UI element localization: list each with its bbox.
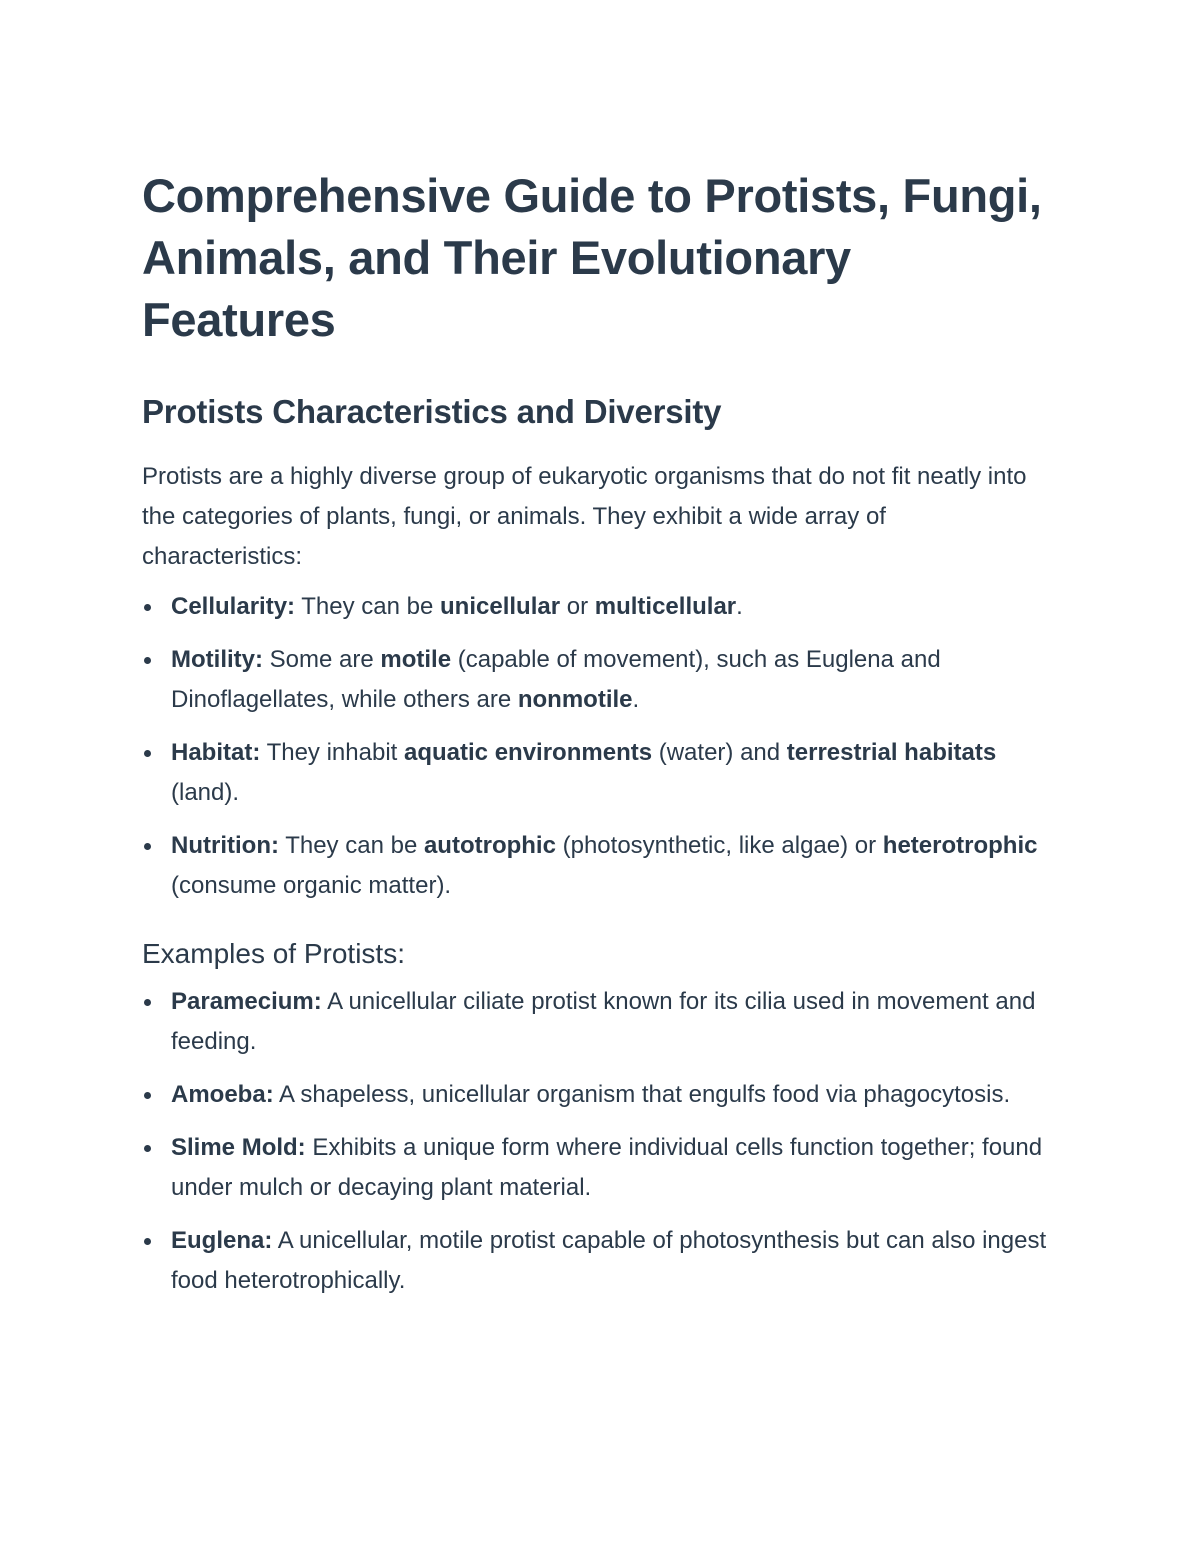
item-label: Amoeba: [171, 1081, 274, 1108]
item-label: Slime Mold: [171, 1134, 306, 1161]
list-item-euglena: Euglena: A unicellular, motile protist capable of photosynthesis but can also ingest food heterotrophically. [142, 1221, 1052, 1301]
intro-paragraph: Protists are a highly diverse group of eukaryotic organisms that do not fit neatly into the categories of plants, fungi, or animals. They exhibit a wide array of characteristics: [142, 463, 1027, 570]
list-item-motility: Motility: Some are motile (capable of movement), such as Euglena and Dinoflagellates, while others are nonmotile. [142, 640, 1052, 720]
item-label: Motility: [171, 646, 263, 673]
document-title: Comprehensive Guide to Protists, Fungi, Animals, and Their Evolutionary Features [142, 169, 1042, 346]
item-label: Nutrition: [171, 832, 279, 859]
characteristics-list [142, 587, 1052, 906]
item-label: Habitat: [171, 739, 261, 766]
list-item-habitat: Habitat: They inhabit aquatic environments (water) and terrestrial habitats (land). [142, 733, 1052, 813]
list-item-paramecium: Paramecium: A unicellular ciliate protist known for its cilia used in movement and feeding. [142, 982, 1052, 1062]
list-item-nutrition: Nutrition: They can be autotrophic (photosynthetic, like algae) or heterotrophic (consume organic matter). [142, 826, 1052, 906]
item-label: Paramecium: [171, 988, 322, 1015]
list-item-slime-mold: Slime Mold: Exhibits a unique form where individual cells function together; found under mulch or decaying plant material. [142, 1128, 1052, 1208]
list-item-cellularity: Cellularity: They can be unicellular or multicellular. [142, 587, 1052, 627]
document-page [142, 165, 1052, 1314]
examples-heading: Examples of Protists: [142, 938, 405, 969]
list-item-amoeba: Amoeba: A shapeless, unicellular organism that engulfs food via phagocytosis. [142, 1075, 1052, 1115]
examples-list [142, 982, 1052, 1301]
item-label: Cellularity: [171, 593, 296, 620]
section-heading: Protists Characteristics and Diversity [142, 393, 722, 430]
item-label: Euglena: [171, 1227, 273, 1254]
